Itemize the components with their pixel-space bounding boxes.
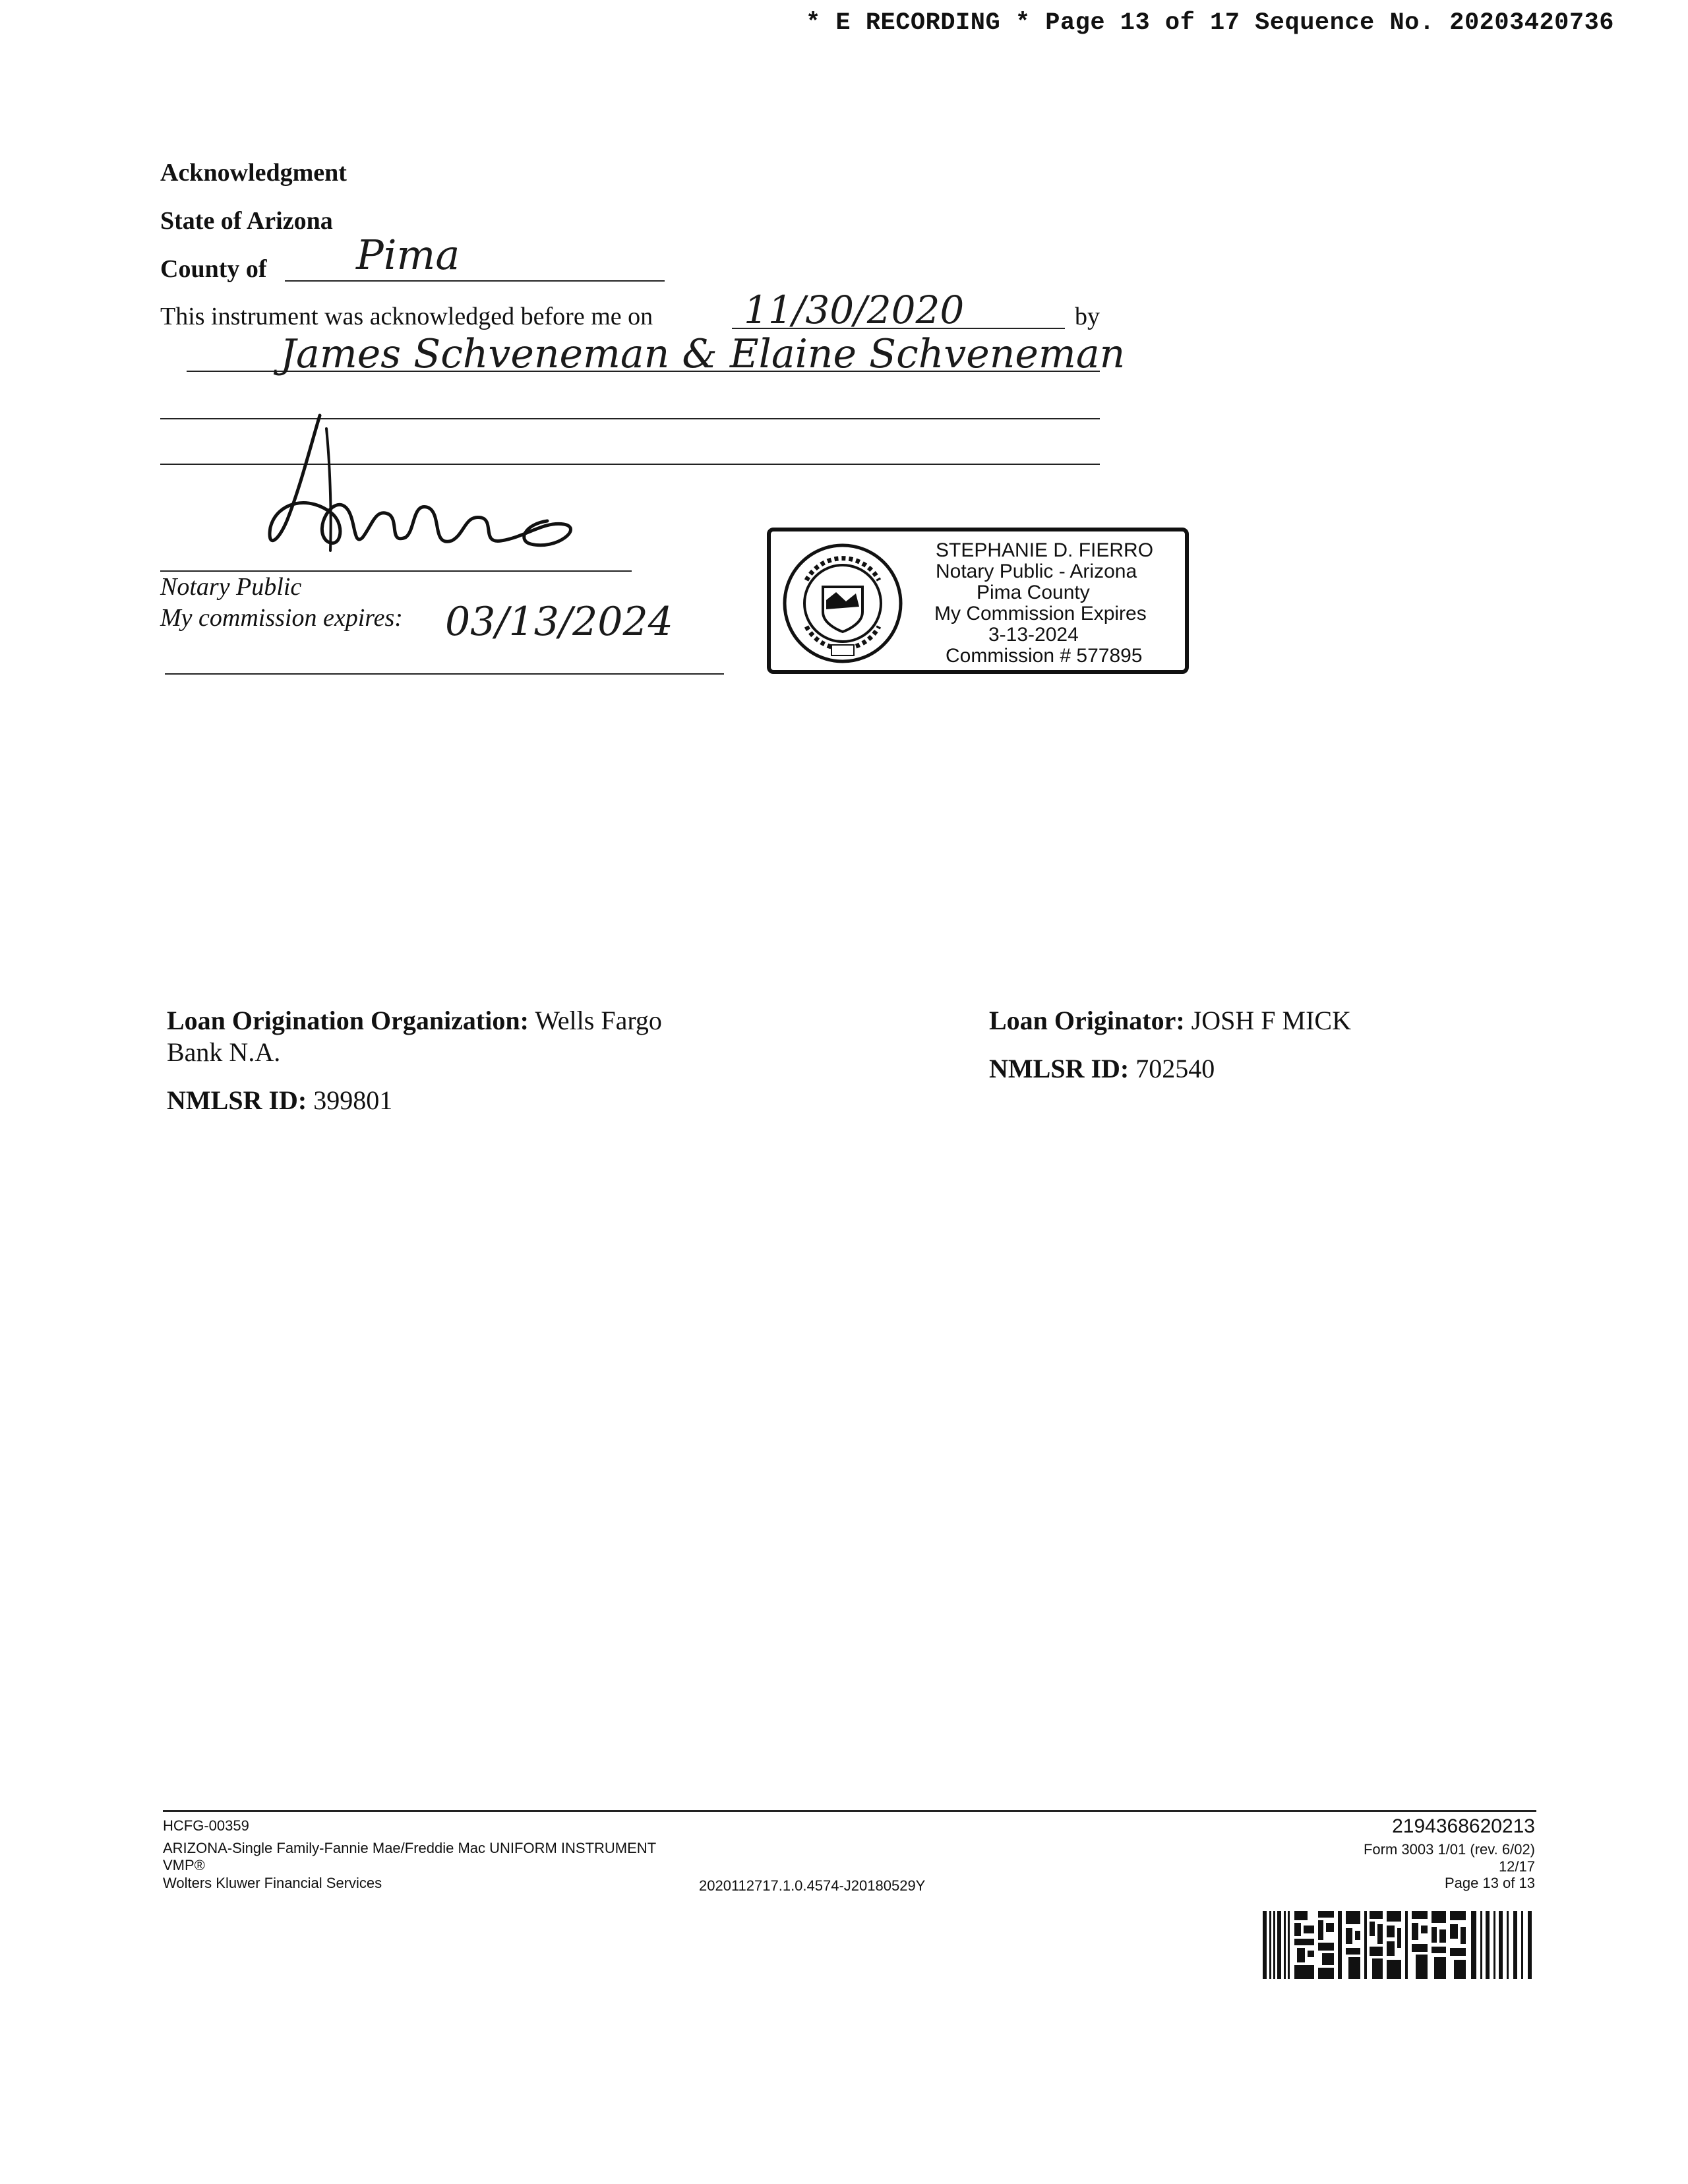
instrument-text: This instrument was acknowledged before me on — [160, 303, 653, 330]
footer-form-code: HCFG-00359 — [163, 1817, 249, 1834]
loan-org-value: Wells Fargo — [535, 1006, 662, 1035]
loan-originator-value: JOSH F MICK — [1191, 1006, 1351, 1035]
notary-stamp — [767, 528, 1189, 674]
footer-doc-id: 2020112717.1.0.4574-J20180529Y — [699, 1877, 926, 1894]
date-handwritten: 11/30/2020 — [744, 288, 965, 332]
loan-originator-nmlsr-value: 702540 — [1135, 1054, 1215, 1083]
county-handwritten: Pima — [356, 231, 460, 279]
loan-org-nmlsr-label: NMLSR ID: — [167, 1085, 307, 1115]
loan-originator-label: Loan Originator: — [989, 1006, 1185, 1035]
stamp-line-2: Notary Public - Arizona — [936, 561, 1137, 582]
county-label: County of — [160, 255, 267, 283]
footer-revision: 12/17 — [1498, 1858, 1535, 1875]
recording-header: * E RECORDING * Page 13 of 17 Sequence No. 20203420736 — [806, 9, 1614, 37]
loan-org-value-2: Bank N.A. — [167, 1037, 281, 1067]
footer-rule — [163, 1810, 1536, 1812]
commission-expires-handwritten: 03/13/2024 — [445, 599, 673, 645]
commission-expires-label: My commission expires: — [160, 604, 403, 632]
loan-org-nmlsr-value: 399801 — [313, 1085, 393, 1115]
footer-instrument: ARIZONA-Single Family-Fannie Mae/Freddie Mac UNIFORM INSTRUMENT — [163, 1840, 657, 1856]
signature-line — [160, 570, 632, 572]
state-label: State of Arizona — [160, 207, 333, 235]
stamp-name: STEPHANIE D. FIERRO — [936, 539, 1154, 561]
stamp-line-4: My Commission Expires — [934, 603, 1147, 624]
loan-org-label: Loan Origination Organization: — [167, 1006, 529, 1035]
acknowledgment-title: Acknowledgment — [160, 159, 347, 187]
footer-form-number: Form 3003 1/01 (rev. 6/02) — [1363, 1841, 1535, 1858]
stamp-line-3: Pima County — [977, 582, 1090, 603]
loan-originator-nmlsr — [989, 1053, 1215, 1084]
by-label: by — [1075, 303, 1100, 330]
loan-originator-nmlsr-label: NMLSR ID: — [989, 1054, 1130, 1083]
state-seal-icon — [780, 541, 905, 666]
stamp-line-5: 3-13-2024 — [988, 624, 1079, 646]
footer-loan-number: 2194368620213 — [1392, 1815, 1535, 1837]
names-handwritten: James Schveneman & Elaine Schveneman — [280, 331, 1126, 377]
loan-org-block — [167, 1005, 662, 1068]
footer-vmp: VMP® — [163, 1857, 205, 1873]
barcode-icon — [1263, 1911, 1534, 1979]
footer-publisher: Wolters Kluwer Financial Services — [163, 1875, 382, 1891]
notary-signature — [247, 409, 643, 574]
notary-public-label: Notary Public — [160, 573, 302, 601]
loan-originator — [989, 1005, 1351, 1036]
loan-org-nmlsr — [167, 1085, 392, 1116]
stamp-line-6: Commission # 577895 — [946, 645, 1143, 667]
footer-page: Page 13 of 13 — [1444, 1875, 1535, 1891]
commission-underline — [165, 673, 724, 675]
county-underline — [285, 280, 665, 282]
